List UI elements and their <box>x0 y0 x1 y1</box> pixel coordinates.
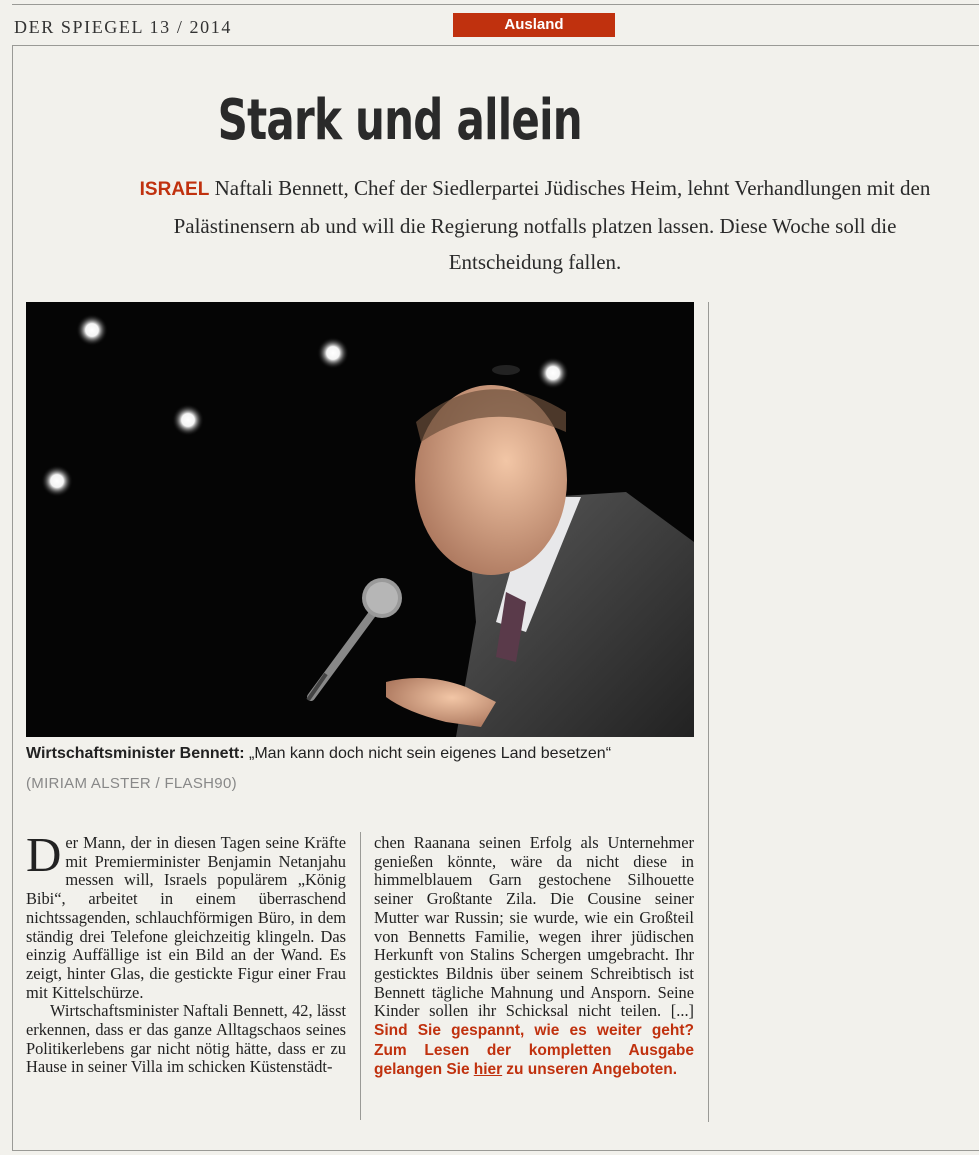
sidebar-rule <box>708 302 709 1122</box>
teaser-keyword: ISRAEL <box>139 179 210 200</box>
section-tag[interactable]: Ausland <box>453 13 615 37</box>
paragraph-1 <box>26 827 346 1002</box>
article-photo <box>26 302 694 737</box>
teaser-text: Naftali Bennett, Chef der Siedlerpartei Jüdisches Heim, lehnt Verhandlungen mit den Palästinensern ab und will die Regierung notfalls platzen lassen. Diese Woche soll die Entscheidung fallen. <box>173 176 931 274</box>
promo-text: Sind Sie gespannt, wie es weiter geht? Zum Lesen der kompletten Ausgabe gelangen Sie <box>374 1022 694 1079</box>
paragraph-2: Wirtschaftsminister Naftali Bennett, 42, lässt erkennen, dass er das ganze Alltagschaos seines Politikerlebens gar nicht nötig hätte, dass er zu Hause in seiner Villa im schicken Küstenstädt- <box>26 1001 346 1077</box>
photo-caption <box>26 745 611 763</box>
masthead: DER SPIEGEL 13 / 2014 <box>14 17 232 37</box>
header-rule <box>12 45 979 46</box>
column-rule <box>360 832 361 1120</box>
caption-name: Wirtschaftsminister Bennett: <box>26 745 245 762</box>
drop-cap: D <box>26 827 62 882</box>
paragraph-1-text: er Mann, der in diesen Tagen seine Kräfte mit Premierminister Benjamin Netanjahu messen will, Israels populärem „König Bibi“, arbeitet in einem überraschend nichtssagenden, schlauchförmigen Büro, in dem ständig drei Telefone gleichzeitig klingeln. Das einzig Auffällige ist ein Bild an der Wand. Es zeigt, hinter Glas, die gestickte Figur einer Frau mit Kittelschürze. <box>26 833 346 1002</box>
photo-credit: (MIRIAM ALSTER / FLASH90) <box>26 775 237 792</box>
promo-end: zu unseren Angeboten. <box>506 1061 678 1079</box>
left-margin-rule <box>12 46 13 1151</box>
photo-illustration <box>26 302 694 737</box>
bottom-rule <box>12 1150 979 1151</box>
promo-link[interactable]: hier <box>473 1061 503 1079</box>
paragraph-3-text: chen Raanana seinen Erfolg als Unternehmer genießen könnte, wäre da nicht diese in himmelblauem Garn gestochene Silhouette seiner Großtante Zila. Die Cousine seiner Mutter war Russin; sie wurde, wie ein Großteil von Bennetts Familie, wegen ihrer jüdischen Herkunft von Stalins Schergen umgebracht. Ihr gesticktes Bildnis über seinem Schreibtisch ist Bennett tägliche Mahnung und Ansporn. Seine Kinder sollen ihr Schicksal nicht teilen. [...] <box>374 833 694 1021</box>
headline: Stark und allein <box>217 88 582 153</box>
paragraph-3 <box>374 834 694 1080</box>
caption-quote: „Man kann doch nicht sein eigenes Land besetzen“ <box>249 745 612 762</box>
top-rule <box>12 4 979 5</box>
article-column-2 <box>374 834 694 1080</box>
article-column-1 <box>26 827 346 1077</box>
teaser <box>120 170 950 280</box>
